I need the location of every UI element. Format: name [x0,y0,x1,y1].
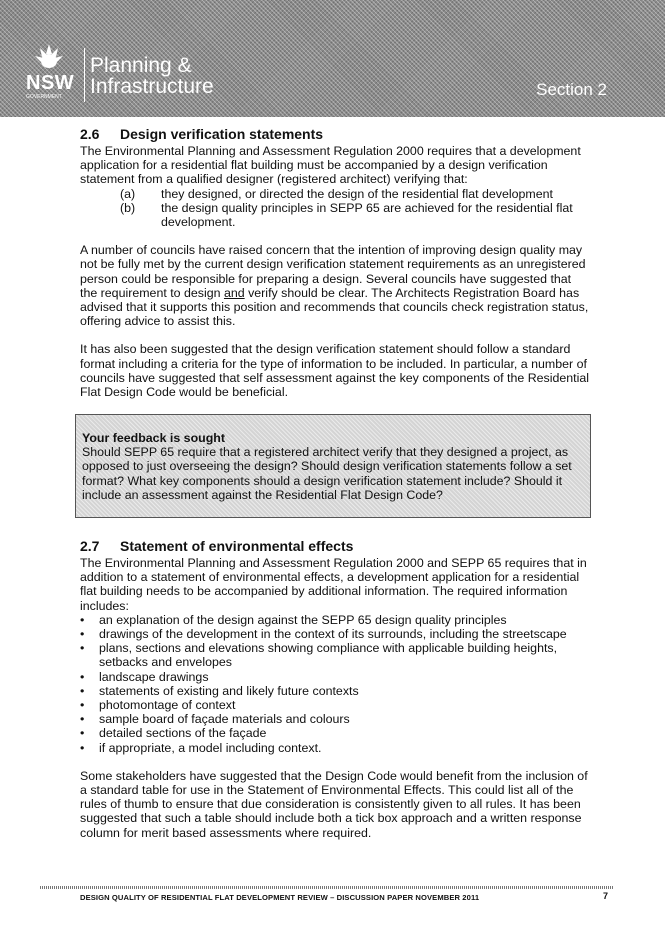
list-item: • landscape drawings [80,670,590,684]
list-item: • statements of existing and likely future contexts [80,684,590,698]
section-title: Design verification statements [120,126,324,142]
list-item: • plans, sections and elevations showing compliance with applicable building heights, setbacks and envelopes [80,641,590,669]
requirements-list [80,613,590,755]
org-line-1: Planning & [90,54,192,77]
section-2-7 [80,538,590,840]
feedback-box [75,414,591,518]
paragraph-intro: The Environmental Planning and Assessment Regulation 2000 requires that a development application for a residential flat building must be accompanied by a design verification statement from a qualified designer (registered architect) verifying that: [80,144,581,187]
paragraph-intro: The Environmental Planning and Assessment Regulation 2000 and SEPP 65 requires that in addition to a statement of environmental effects, a development application for a residential flat building needs to be accompanied by additional information. The required information includes: [80,556,587,613]
list-item: • photomontage of context [80,698,590,712]
section-heading [80,538,590,554]
paragraph-councils: A number of councils have raised concern that the intention of improving design quality may not be fully met by the current design verification statement requirements as an unregistered person could be responsible for preparing a design. Several councils have suggested that the requirement to design and verify should be clear. The Architects Registration Board has advised that it supports this position and recommends that councils check registration status, offering advice to assist this. [80,243,589,329]
paragraph-standard-format: It has also been suggested that the design verification statement should follow a standard format including a criteria for the type of information to be included. In particular, a number of councils have suggested that self assessment against the key components of the Residential Flat Design Code would be beneficial. [80,342,590,400]
underlined-word: and [223,285,245,300]
list-item: • sample board of façade materials and colours [80,712,590,726]
logo-divider [84,48,85,102]
footer-text: DESIGN QUALITY OF RESIDENTIAL FLAT DEVELOPMENT REVIEW – DISCUSSION PAPER NOVEMBER 2011 [80,893,480,902]
section-heading [80,126,590,142]
list-marker: (b) [120,200,136,215]
org-name [90,55,214,97]
page-number: 7 [603,891,609,901]
nsw-wordmark: NSW [26,72,75,94]
verification-list [80,187,590,230]
nsw-logo [22,42,82,102]
section-label: Section 2 [536,80,607,99]
list-item [80,201,590,229]
list-item: • if appropriate, a model including context. [80,741,590,755]
section-title: Statement of environmental effects [120,538,354,554]
nsw-sub: GOVERNMENT [26,94,62,100]
list-item [80,187,590,201]
paragraph-standard-table: Some stakeholders have suggested that the Design Code would benefit from the inclusion of a standard table for use in the Statement of Environmental Effects. This could list all of the rules of thumb to ensure that due consideration is consistently given to all rules. It has been suggested that such a table should include both a tick box approach and a written response column for merit based assessments where required. [80,768,588,840]
list-item-text: the design quality principles in SEPP 65 are achieved for the residential flat development. [161,200,573,230]
list-item: • drawings of the development in the context of its surrounds, including the streetscape [80,627,590,641]
feedback-title: Your feedback is sought [82,431,225,445]
section-number: 2.7 [80,538,100,554]
header-banner [0,0,665,117]
org-line-2: Infrastructure [90,75,214,98]
feedback-text: Should SEPP 65 require that a registered architect verify that they designed a project, as opposed to just overseeing the design? Should design verification statements follow a set format? What key components should a design verification statement include? Should it include an assessment against the Residential Flat Design Code? [82,445,572,502]
list-item: • detailed sections of the façade [80,726,590,740]
section-2-6 [80,126,590,399]
list-marker: (a) [120,186,136,201]
list-item: • an explanation of the design against the SEPP 65 design quality principles [80,613,590,627]
footer-rule [40,886,614,889]
list-item-text: they designed, or directed the design of the residential flat development [161,186,553,201]
waratah-icon [32,42,66,72]
section-number: 2.6 [80,126,100,142]
